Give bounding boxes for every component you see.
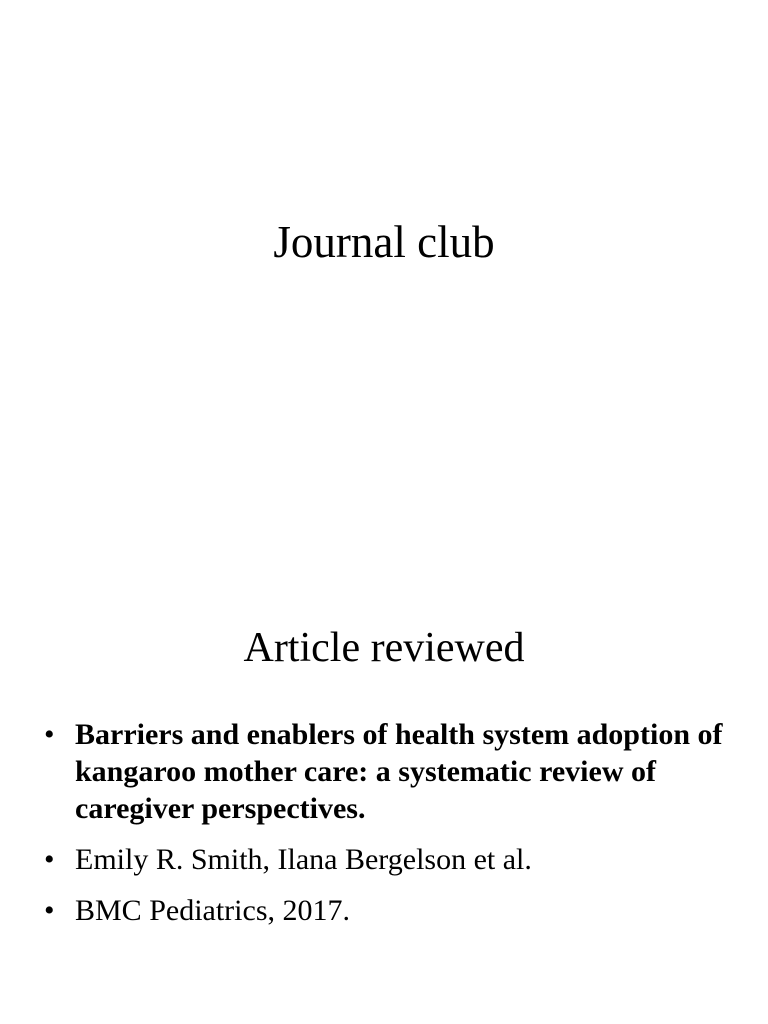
authors-text: Emily R. Smith, Ilana Bergelson et al. — [75, 843, 532, 876]
slide-title: Article reviewed — [243, 625, 525, 671]
slide-title: Journal club — [273, 217, 495, 267]
bullet-list — [40, 716, 740, 943]
bullet-icon: • — [44, 894, 55, 927]
bullet-journal — [40, 892, 740, 929]
bullet-icon: • — [44, 718, 55, 751]
bullet-authors — [40, 841, 740, 878]
bullet-article-title — [40, 716, 740, 827]
article-title-text: Barriers and enablers of health system adoption of kangaroo mother care: a systematic review of caregiver perspectives. — [75, 718, 723, 825]
bullet-icon: • — [44, 843, 55, 876]
slide-article-reviewed — [0, 512, 768, 1024]
journal-text: BMC Pediatrics, 2017. — [75, 894, 350, 927]
